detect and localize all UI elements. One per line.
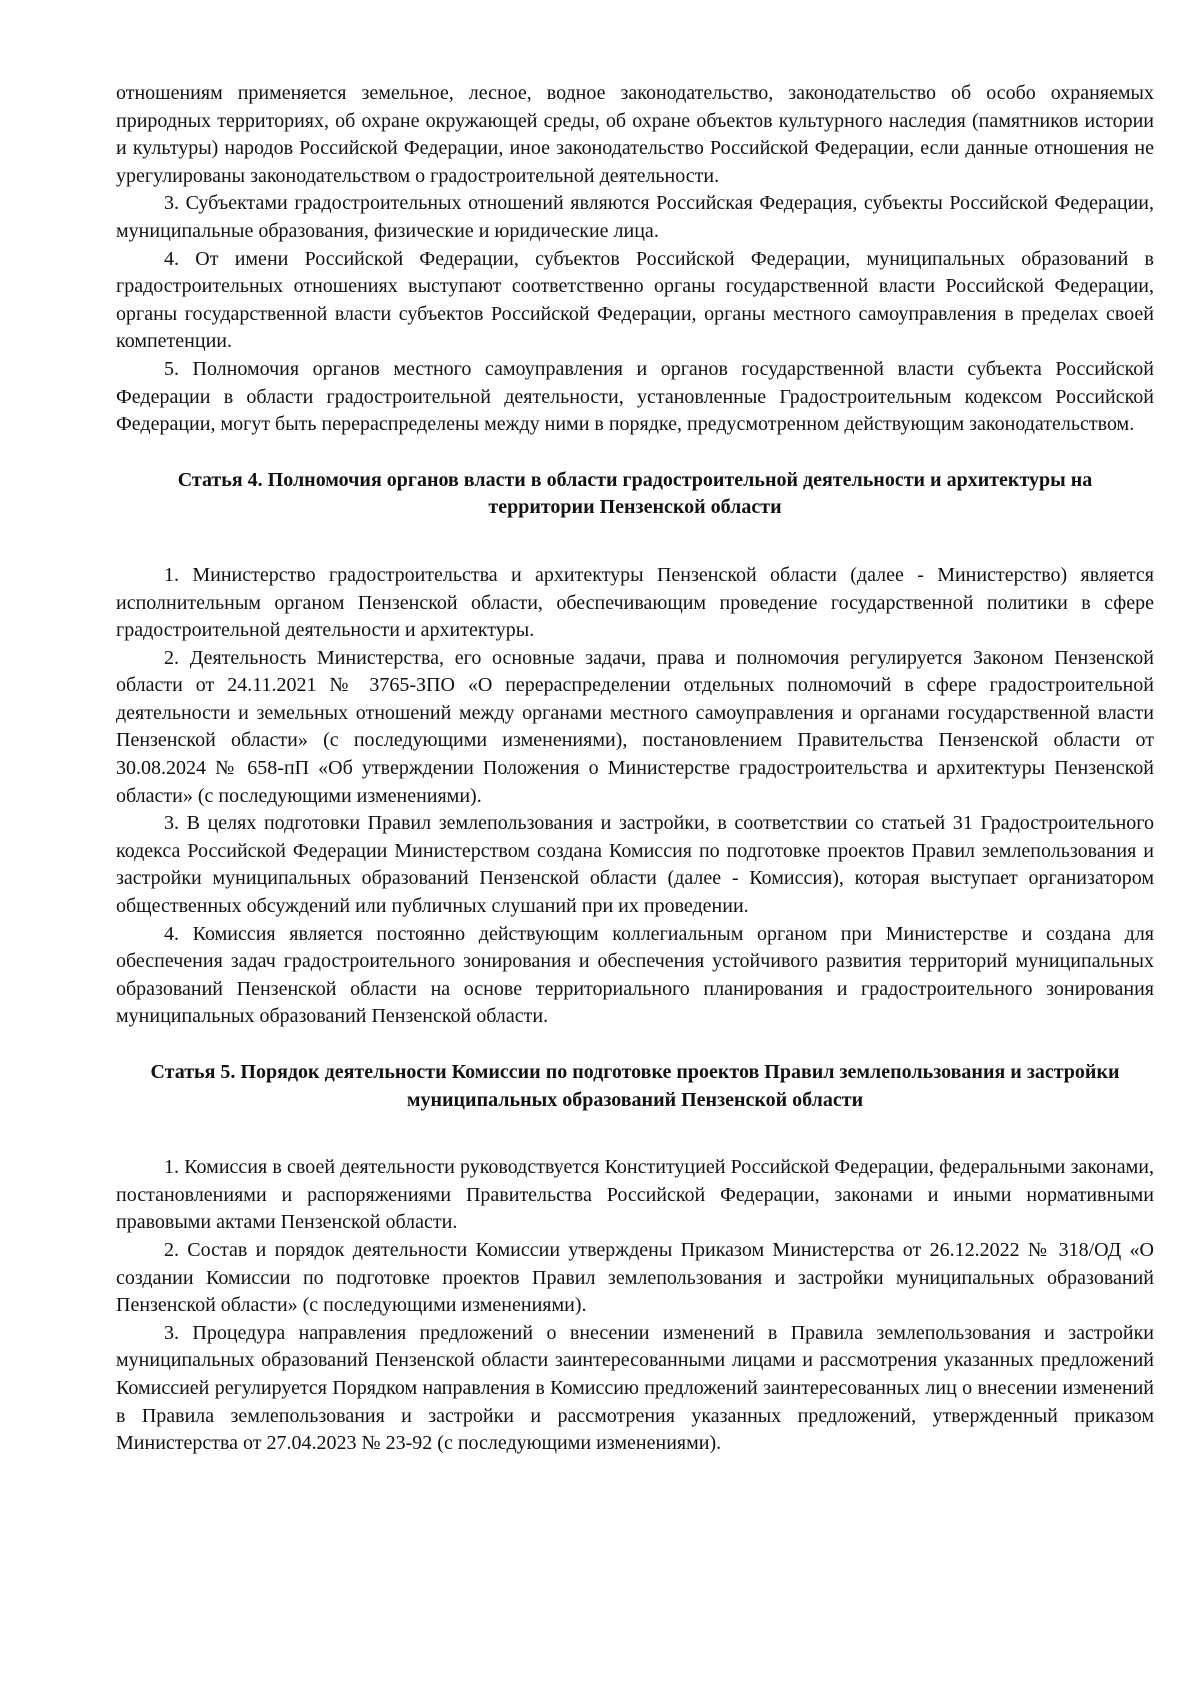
article-4-paragraph-1: 1. Министерство градостроительства и архитектуры Пензенской области (далее - Министерство) является исполнительным органом Пензенской области, обеспечивающим проведение государственной политики в сфере градостроительной деятельности и архитектуры. <box>116 563 1154 642</box>
article-5-paragraph-1: 1. Комиссия в своей деятельности руководствуется Конституцией Российской Федерации, федеральными законами, постановлениями и распоряжениями Правительства Российской Федерации, законами и иными нормативными правовыми актами Пензенской области. <box>116 1156 1154 1234</box>
paragraph-4-representation: 4. От имени Российской Федерации, субъектов Российской Федерации, муниципальных образований в градостроительных отношениях выступают соответственно органы государственной власти Российской Федерации, органы государственной власти субъектов Российской Федерации, органы местного самоуправления в пределах своей компетенции. <box>116 247 1154 353</box>
article-4-paragraph-4: 4. Комиссия является постоянно действующим коллегиальным органом при Министерстве и создана для обеспечения задач градостроительного зонирования и обеспечения устойчивого развития территорий муниципальных образований Пензенской области на основе территориального планирования и градостроительного зонирования муниципальных образований Пензенской области. <box>116 922 1154 1028</box>
intro-paragraph: отношениям применяется земельное, лесное, водное законодательство, законодательство об особо охраняемых природных территориях, об охране окружающей среды, об охране объектов культурного наследия (памятников истории и культуры) народов Российской Федерации, иное законодательство Российской Федерации, если данные отношения не урегулированы законодательством о градостроительной деятельности. <box>116 82 1154 187</box>
article-5-paragraph-2: 2. Состав и порядок деятельности Комиссии утверждены Приказом Министерства от 26.12.2022 № 318/ОД «О создании Комиссии по подготовке проектов Правил землепользования и застройки муниципальных образований Пензенской области» (с последующими изменениями). <box>116 1238 1154 1317</box>
article-4-paragraph-3: 3. В целях подготовки Правил землепользования и застройки, в соответствии со статьей 31 Градостроительного кодекса Российской Федерации Министерством создана Комиссия по подготовке проектов Правил землепользования и застройки муниципальных образований Пензенской области (далее - Комиссия), которая выступает организатором общественных обсуждений или публичных слушаний при их проведении. <box>116 812 1154 918</box>
document-page <box>116 80 1154 1458</box>
paragraph-3-subjects: 3. Субъектами градостроительных отношений являются Российская Федерация, субъекты Российской Федерации, муниципальные образования, физические и юридические лица. <box>116 192 1154 242</box>
article-4-heading: Статья 4. Полномочия органов власти в области градостроительной деятельности и архитектуры на территории Пензенской области <box>177 468 1093 519</box>
article-4-paragraph-2: 2. Деятельность Министерства, его основные задачи, права и полномочия регулируется Законом Пензенской области от 24.11.2021 № 3765-ЗПО «О перераспределении отдельных полномочий в сфере градостроительной деятельности и земельных отношений между органами местного самоуправления и органами государственной власти Пензенской области» (с последующими изменениями), постановлением Правительства Пензенской области от 30.08.2024 № 658-пП «Об утверждении Положения о Министерстве градостроительства и архитектуры Пензенской области» (с последующими изменениями). <box>116 646 1154 807</box>
paragraph-5-powers: 5. Полномочия органов местного самоуправления и органов государственной власти субъекта Российской Федерации в области градостроительной деятельности, установленные Градостроительным кодексом Российской Федерации, могут быть перераспределены между ними в порядке, предусмотренном действующим законодательством. <box>116 357 1154 436</box>
article-5-heading: Статья 5. Порядок деятельности Комиссии по подготовке проектов Правил землепользования и застройки муниципальных образований Пензенской области <box>150 1061 1120 1111</box>
article-5-paragraph-3: 3. Процедура направления предложений о внесении изменений в Правила землепользования и застройки муниципальных образований Пензенской области заинтересованными лицами и рассмотрения указанных предложений Комиссией регулируется Порядком направления в Комиссию предложений заинтересованных лиц о внесении изменений в Правила землепользования и застройки и рассмотрения указанных предложений, утвержденный приказом Министерства от 27.04.2023 № 23-92 (с последующими изменениями). <box>116 1321 1154 1455</box>
